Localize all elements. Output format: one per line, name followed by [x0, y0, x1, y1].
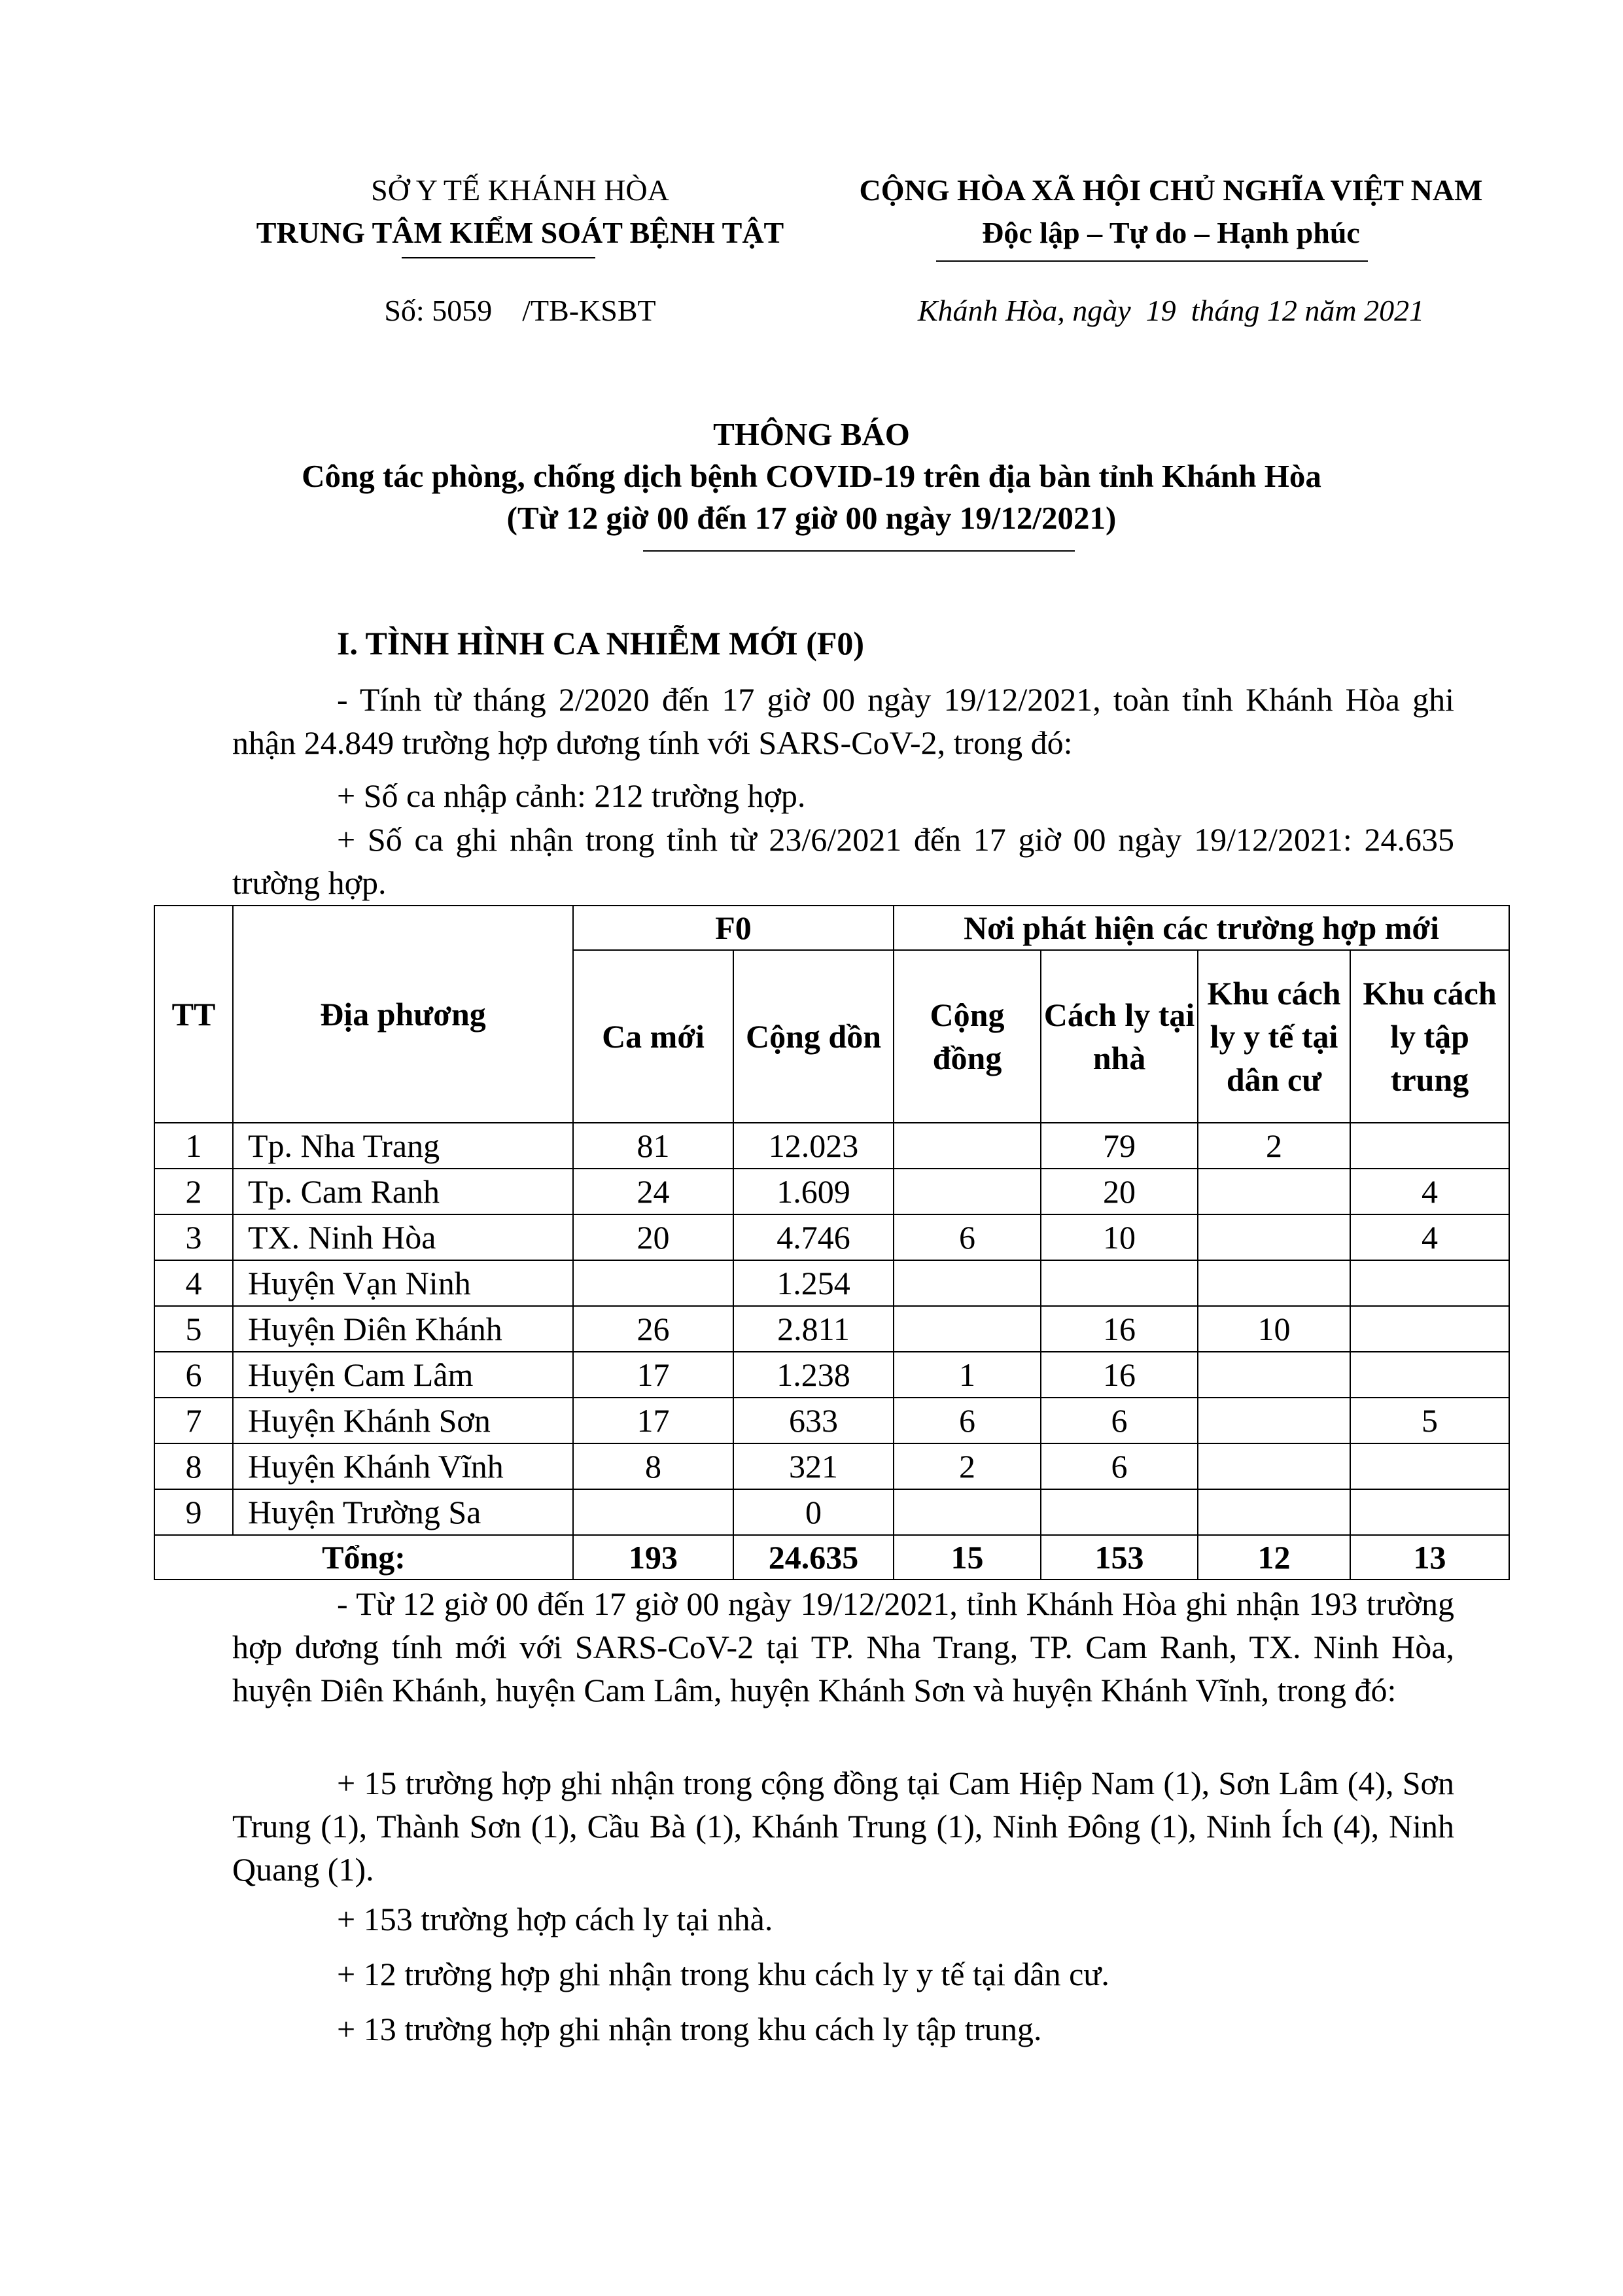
header-where: Nơi phát hiện các trường hợp mới [894, 906, 1509, 950]
cell-medical-area: 10 [1198, 1306, 1350, 1352]
cell-home: 10 [1041, 1214, 1198, 1260]
cell-medical-area [1198, 1443, 1350, 1489]
cell-medical-area [1198, 1260, 1350, 1306]
cell-new: 24 [573, 1169, 733, 1214]
cell-community [894, 1169, 1041, 1214]
document-title: THÔNG BÁO [713, 416, 910, 452]
cell-tt: 9 [154, 1489, 233, 1535]
place-date: Khánh Hòa, ngày 19 tháng 12 năm 2021 [917, 294, 1425, 327]
total-row [154, 1535, 1509, 1580]
title-underline [643, 550, 1075, 552]
cell-home: 79 [1041, 1123, 1198, 1169]
paragraph-total: - Tính từ tháng 2/2020 đến 17 giờ 00 ngày 19/12/2021, toàn tỉnh Khánh Hòa ghi nhận 24.849 trường hợp dương tính với SARS-CoV-2, trong đó: [232, 681, 1454, 761]
header-cumulative: Cộng dồn [733, 950, 894, 1123]
cell-central-area [1350, 1352, 1509, 1398]
table-row [154, 1352, 1509, 1398]
cell-tt: 3 [154, 1214, 233, 1260]
document-subject: Công tác phòng, chống dịch bệnh COVID-19 trên địa bàn tỉnh Khánh Hòa [302, 458, 1321, 494]
cell-medical-area: 2 [1198, 1123, 1350, 1169]
document-number: Số: 5059 /TB-KSBT [384, 294, 656, 327]
cases-table [154, 905, 1510, 1580]
table-row [154, 1169, 1509, 1214]
cell-cumulative: 0 [733, 1489, 894, 1535]
table-row [154, 1123, 1509, 1169]
cell-community [894, 1123, 1041, 1169]
cell-central-area: 4 [1350, 1214, 1509, 1260]
cell-place: Huyện Cam Lâm [233, 1352, 573, 1398]
cell-central-area [1350, 1489, 1509, 1535]
total-cumulative: 24.635 [733, 1535, 894, 1580]
cell-place: Huyện Vạn Ninh [233, 1260, 573, 1306]
cell-new: 81 [573, 1123, 733, 1169]
country-name: CỘNG HÒA XÃ HỘI CHỦ NGHĨA VIỆT NAM [859, 173, 1483, 207]
cell-new [573, 1489, 733, 1535]
cell-community [894, 1306, 1041, 1352]
agency-name: TRUNG TÂM KIỂM SOÁT BỆNH TẬT [256, 216, 784, 249]
cell-place: Huyện Khánh Vĩnh [233, 1443, 573, 1489]
cell-tt: 8 [154, 1443, 233, 1489]
table-row [154, 1489, 1509, 1535]
paragraph-central-isolation: + 13 trường hợp ghi nhận trong khu cách ly tập trung. [337, 2011, 1042, 2047]
cell-new: 17 [573, 1398, 733, 1443]
cell-community: 6 [894, 1214, 1041, 1260]
cell-cumulative: 321 [733, 1443, 894, 1489]
cell-cumulative: 2.811 [733, 1306, 894, 1352]
cell-new: 26 [573, 1306, 733, 1352]
cell-community: 2 [894, 1443, 1041, 1489]
cell-cumulative: 1.609 [733, 1169, 894, 1214]
header-new: Ca mới [573, 950, 733, 1123]
cell-cumulative: 12.023 [733, 1123, 894, 1169]
table-row [154, 1214, 1509, 1260]
agency-underline [402, 257, 595, 258]
cell-central-area [1350, 1306, 1509, 1352]
paragraph-new-cases: - Từ 12 giờ 00 đến 17 giờ 00 ngày 19/12/2021, tỉnh Khánh Hòa ghi nhận 193 trường hợp dương tính mới với SARS-CoV-2 tại TP. Nha Trang, TP. Cam Ranh, TX. Ninh Hòa, huyện Diên Khánh, huyện Cam Lâm, huyện Khánh Sơn và huyện Khánh Vĩnh, trong đó: [232, 1585, 1454, 1708]
cell-place: Tp. Nha Trang [233, 1123, 573, 1169]
cell-cumulative: 1.238 [733, 1352, 894, 1398]
cell-community [894, 1489, 1041, 1535]
cell-community [894, 1260, 1041, 1306]
cell-community: 1 [894, 1352, 1041, 1398]
table-row [154, 1260, 1509, 1306]
header-tt: TT [154, 906, 233, 1123]
header-central-area: Khu cách ly tập trung [1350, 950, 1509, 1123]
cell-home [1041, 1489, 1198, 1535]
cell-central-area [1350, 1443, 1509, 1489]
cell-home: 6 [1041, 1443, 1198, 1489]
cell-medical-area [1198, 1489, 1350, 1535]
agency-parent: SỞ Y TẾ KHÁNH HÒA [371, 173, 669, 207]
cell-tt: 6 [154, 1352, 233, 1398]
paragraph-imported: + Số ca nhập cảnh: 212 trường hợp. [337, 777, 806, 814]
cell-medical-area [1198, 1352, 1350, 1398]
cell-medical-area [1198, 1169, 1350, 1214]
cell-home: 20 [1041, 1169, 1198, 1214]
header-community: Cộng đồng [894, 950, 1041, 1123]
cell-central-area [1350, 1123, 1509, 1169]
cell-new: 8 [573, 1443, 733, 1489]
paragraph-home-isolation: + 153 trường hợp cách ly tại nhà. [337, 1901, 773, 1937]
cell-central-area: 4 [1350, 1169, 1509, 1214]
document-period: (Từ 12 giờ 00 đến 17 giờ 00 ngày 19/12/2021) [506, 500, 1117, 536]
total-central-area: 13 [1350, 1535, 1509, 1580]
cell-home: 6 [1041, 1398, 1198, 1443]
cell-cumulative: 633 [733, 1398, 894, 1443]
cell-new: 17 [573, 1352, 733, 1398]
cell-place: TX. Ninh Hòa [233, 1214, 573, 1260]
cell-home [1041, 1260, 1198, 1306]
paragraph-local: + Số ca ghi nhận trong tỉnh từ 23/6/2021 đến 17 giờ 00 ngày 19/12/2021: 24.635 trường hợp. [232, 821, 1454, 901]
total-community: 15 [894, 1535, 1041, 1580]
header-place: Địa phương [233, 906, 573, 1123]
header-home: Cách ly tại nhà [1041, 950, 1198, 1123]
cell-new: 20 [573, 1214, 733, 1260]
cell-cumulative: 1.254 [733, 1260, 894, 1306]
total-label: Tổng: [154, 1535, 573, 1580]
cell-tt: 2 [154, 1169, 233, 1214]
cell-new [573, 1260, 733, 1306]
cell-tt: 1 [154, 1123, 233, 1169]
cell-tt: 7 [154, 1398, 233, 1443]
cell-place: Huyện Trường Sa [233, 1489, 573, 1535]
cell-central-area: 5 [1350, 1398, 1509, 1443]
table-row [154, 1398, 1509, 1443]
cell-tt: 5 [154, 1306, 233, 1352]
cell-home: 16 [1041, 1352, 1198, 1398]
national-motto: Độc lập – Tự do – Hạnh phúc [982, 216, 1360, 249]
cell-home: 16 [1041, 1306, 1198, 1352]
section-heading: I. TÌNH HÌNH CA NHIỄM MỚI (F0) [337, 625, 865, 662]
table-row [154, 1306, 1509, 1352]
cell-cumulative: 4.746 [733, 1214, 894, 1260]
cell-central-area [1350, 1260, 1509, 1306]
paragraph-community: + 15 trường hợp ghi nhận trong cộng đồng tại Cam Hiệp Nam (1), Sơn Lâm (4), Sơn Trung (1), Thành Sơn (1), Cầu Bà (1), Khánh Trung (1), Ninh Đông (1), Ninh Ích (4), Ninh Quang (1). [232, 1765, 1454, 1888]
paragraph-medical-isolation: + 12 trường hợp ghi nhận trong khu cách ly y tế tại dân cư. [337, 1956, 1109, 1992]
cell-place: Huyện Khánh Sơn [233, 1398, 573, 1443]
cell-medical-area [1198, 1214, 1350, 1260]
total-new: 193 [573, 1535, 733, 1580]
cell-place: Tp. Cam Ranh [233, 1169, 573, 1214]
cell-medical-area [1198, 1398, 1350, 1443]
cell-tt: 4 [154, 1260, 233, 1306]
total-medical-area: 12 [1198, 1535, 1350, 1580]
total-home: 153 [1041, 1535, 1198, 1580]
header-f0: F0 [573, 906, 894, 950]
cell-community: 6 [894, 1398, 1041, 1443]
table-row [154, 1443, 1509, 1489]
cell-place: Huyện Diên Khánh [233, 1306, 573, 1352]
header-medical-area: Khu cách ly y tế tại dân cư [1198, 950, 1350, 1123]
motto-underline [936, 260, 1368, 262]
